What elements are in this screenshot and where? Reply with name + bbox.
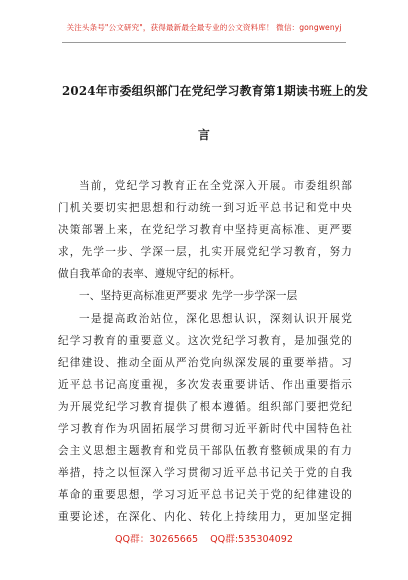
body-line: 当前，党纪学习教育正在全党深入开展。市委组织部 [79, 180, 352, 192]
body-line: 学习教育作为巩固拓展学习贯彻习近平新时代中国特色社 [58, 423, 352, 436]
footer-qq-group-2: QQ群:535304092 [210, 534, 293, 545]
body-line: 重要论述，在深化、内化、转化上持续用力，更加坚定拥 [58, 511, 352, 524]
document-body [58, 175, 352, 529]
body-line: 为开展党纪学习教育提供了根本遵循。组织部门要把党纪 [58, 400, 352, 413]
body-line: 纪律建设、推动全面从严治党向纵深发展的重要举措。习 [58, 356, 352, 369]
body-line: 做自我革命的表率、遵规守纪的标杆。 [58, 268, 241, 281]
header-banner: 关注头条号"公文研究"，获得最新最全最专业的公文资料库！ 微信：gongwenyj [66, 23, 342, 32]
body-line: 求，先学一步、学深一层，扎实开展党纪学习教育，努力 [58, 246, 352, 259]
body-line: 门机关要切实把思想和行动统一到习近平总书记和党中央 [58, 202, 352, 215]
body-line: 举措，持之以恒深入学习贯彻习近平总书记关于党的自我 [58, 467, 352, 480]
body-line: 近平总书记高度重视，多次发表重要讲话、作出重要指示 [58, 378, 352, 391]
body-line: 革命的重要思想，学习习近平总书记关于党的纪律建设的 [58, 489, 352, 502]
body-line: 会主义思想主题教育和党员干部队伍教育整顿成果的有力 [58, 445, 352, 458]
section-heading: 一、坚持更高标准更严要求 先学一步学深一层 [79, 290, 298, 303]
header-divider [62, 42, 346, 43]
body-line: 纪学习教育的重要意义。这次党纪学习教育，是加强党的 [58, 334, 352, 347]
document-title-line-2: 言 [198, 128, 210, 142]
body-line: 一是提高政治站位，深化思想认识，深刻认识开展党 [79, 312, 352, 325]
body-line: 决策部署上来，在党纪学习教育中坚持更高标准、更严要 [58, 224, 352, 237]
footer-contact [0, 531, 408, 545]
document-title-line-1: 2024年市委组织部门在党纪学习教育第1期读书班上的发 [62, 84, 368, 98]
footer-qq-group-1: QQ群：30265665 [115, 534, 199, 545]
